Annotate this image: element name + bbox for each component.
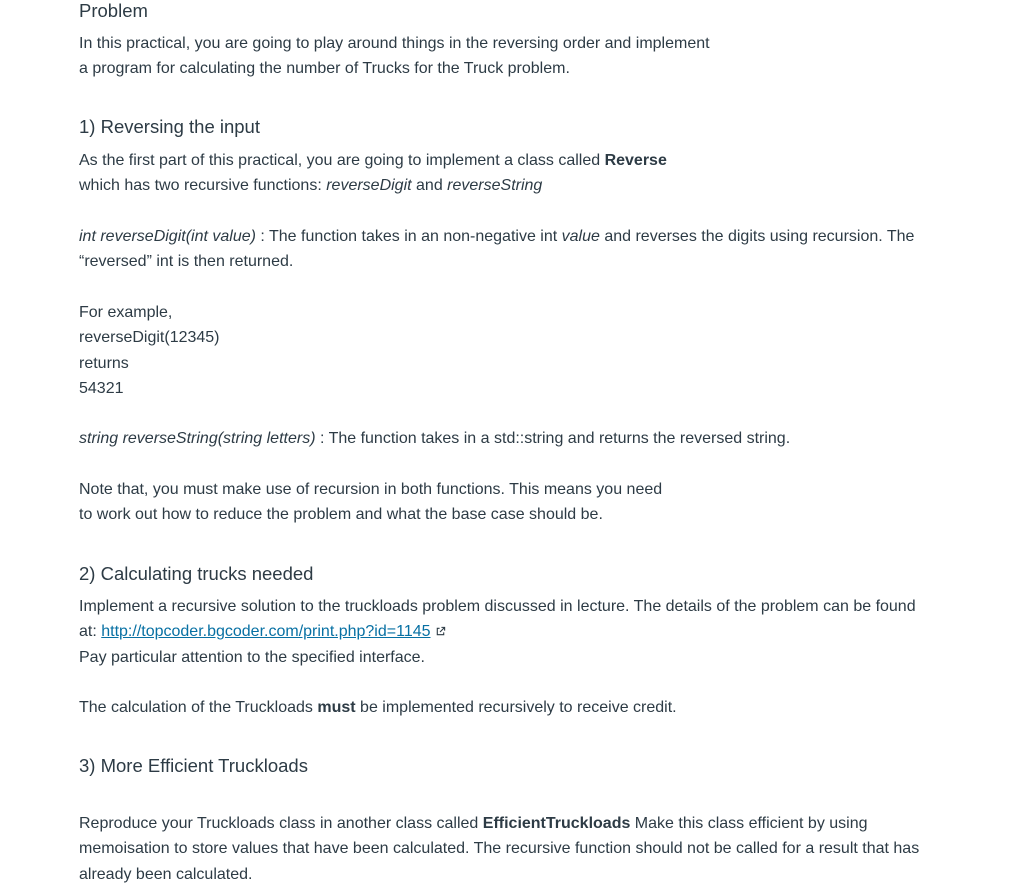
s2-p2-text-1: The calculation of the Truckloads — [79, 699, 318, 716]
class-name-efficient-truckloads: EfficientTruckloads — [482, 815, 631, 832]
value-variable: value — [561, 228, 600, 245]
s2-p1-line-1: Implement a recursive solution to the truckloads problem discussed in lecture. The details of the problem can be found — [79, 598, 916, 615]
intro-line-1: In this practical, you are going to play around things in the reversing order and implement — [79, 35, 710, 52]
s1-p1-and: and — [411, 177, 448, 195]
example-line-3: returns — [79, 354, 129, 372]
must-emphasis: must — [317, 699, 356, 716]
class-name-reverse: Reverse — [604, 152, 667, 169]
s1-p2-text-1: : The function takes in an non-negative int — [255, 228, 562, 245]
intro-paragraph — [79, 31, 779, 82]
intro-line-2: a program for calculating the number of Trucks for the Truck problem. — [79, 60, 570, 78]
section-1-heading: 1) Reversing the input — [79, 116, 260, 137]
s1-p4-line-1: Note that, you must make use of recursion in both functions. This means you need — [79, 481, 663, 498]
section-2-heading: 2) Calculating trucks needed — [79, 563, 314, 584]
section-3-heading: 3) More Efficient Truckloads — [79, 755, 308, 776]
reverse-string-signature: string reverseString(string letters) — [79, 430, 316, 447]
section-1-paragraph-4 — [79, 477, 779, 528]
section-2-paragraph-1 — [79, 594, 916, 670]
s3-p1-line-2: memoisation to store values that have been calculated. The recursive function should not be called for a result that has — [79, 840, 920, 858]
example-line-1: For example, — [79, 304, 173, 321]
example-line-4: 54321 — [79, 379, 124, 397]
reverse-digit-signature: int reverseDigit(int value) — [79, 228, 256, 245]
example-block — [79, 300, 220, 401]
section-2-paragraph-2 — [79, 695, 677, 720]
s1-p2-text-3: “reversed” int is then returned. — [79, 253, 294, 271]
section-3-paragraph-1 — [79, 811, 919, 887]
s1-p1-text-1: As the first part of this practical, you are going to implement a class called — [79, 152, 605, 169]
s1-p3-text: : The function takes in a std::string and returns the reversed string. — [315, 430, 791, 447]
s2-p1-at: at: — [79, 623, 102, 641]
s1-p4-line-2: to work out how to reduce the problem and what the base case should be. — [79, 506, 603, 524]
s3-p1-text-1: Reproduce your Truckloads class in another class called — [79, 815, 483, 832]
s1-p2-text-2: and reverses the digits using recursion. The — [599, 228, 915, 245]
external-link-icon[interactable] — [435, 626, 446, 637]
section-1-paragraph-2 — [79, 224, 914, 275]
page-title: Problem — [79, 0, 148, 21]
topcoder-problem-link[interactable]: http://topcoder.bgcoder.com/print.php?id=1145 — [101, 623, 431, 641]
fn-reverse-digit: reverseDigit — [326, 177, 412, 195]
s2-p2-text-2: be implemented recursively to receive credit. — [355, 699, 677, 716]
s1-p1-text-2: which has two recursive functions: — [79, 177, 327, 195]
fn-reverse-string: reverseString — [447, 177, 543, 195]
example-line-2: reverseDigit(12345) — [79, 329, 220, 347]
s3-p1-line-3: already been calculated. — [79, 865, 253, 883]
section-1-paragraph-3 — [79, 426, 790, 451]
s3-p1-text-2: Make this class efficient by using — [630, 815, 868, 832]
s2-p1-line-3: Pay particular attention to the specified interface. — [79, 648, 425, 666]
section-1-paragraph-1 — [79, 148, 779, 199]
